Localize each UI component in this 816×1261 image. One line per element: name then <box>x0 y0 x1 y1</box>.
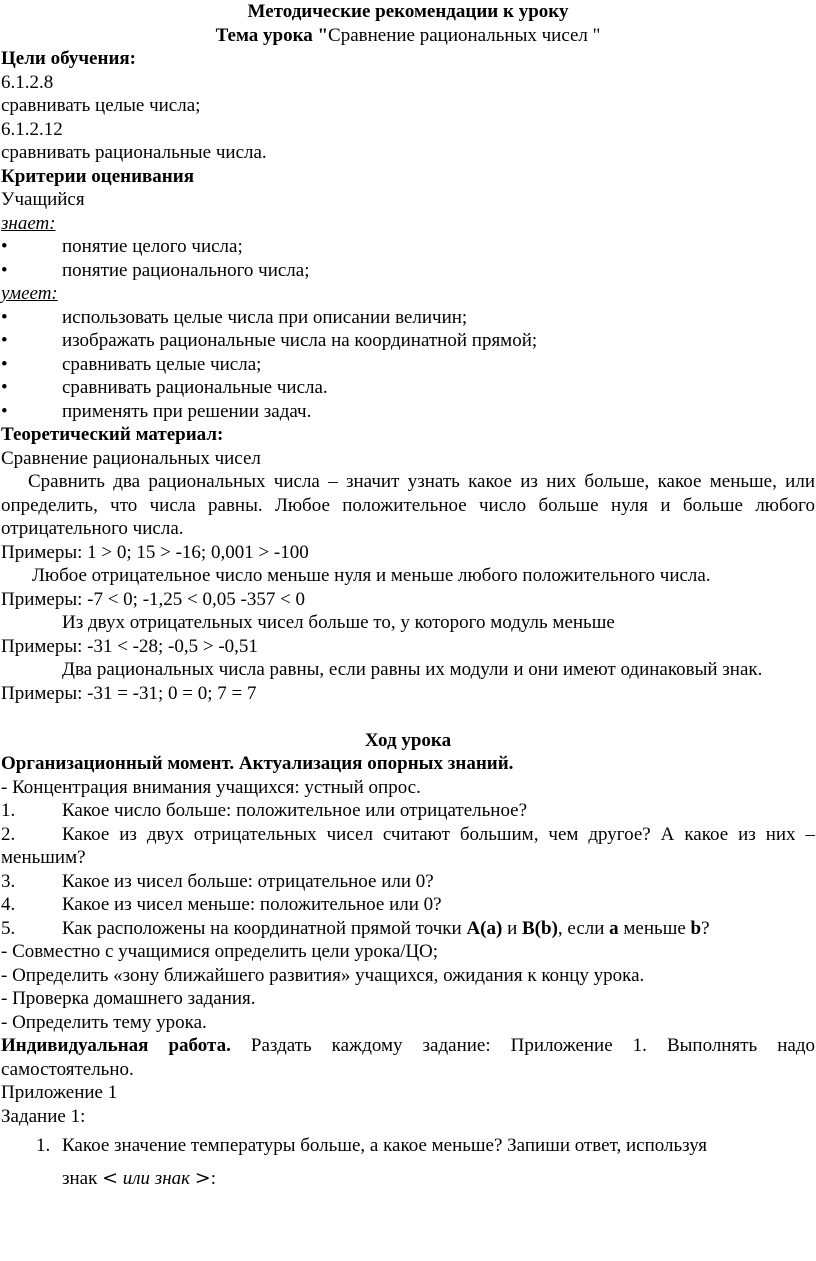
question-item: 4. Какое из чисел меньше: положительное или 0? <box>1 894 442 915</box>
lesson-heading: Ход урока <box>364 729 452 751</box>
step-line: - Совместно с учащимися определить цели урока/ЦО; <box>1 941 439 962</box>
bullet-icon: • <box>1 400 8 422</box>
stage-heading: Организационный момент. Актуализация опорных знаний. <box>1 753 514 774</box>
theory-paragraph-4: Два рациональных числа равны, если равны их модули и они имеют одинаковый знак. <box>62 659 763 680</box>
theory-example-4: Примеры: -31 = -31; 0 = 0; 7 = 7 <box>1 682 257 704</box>
question-item: 1. Какое число больше: положительное или отрицательное? <box>1 800 528 821</box>
theory-example-3: Примеры: -31 < -28; -0,5 > -0,51 <box>1 635 258 657</box>
can-label: умеет: <box>1 283 58 304</box>
task-label: Задание 1: <box>1 1105 86 1127</box>
goal-code-2: 6.1.2.12 <box>1 118 63 140</box>
bullet-icon: • <box>1 306 8 328</box>
greater-than-sign: > <box>194 1167 211 1189</box>
theory-paragraph-2: Любое отрицательное число меньше нуля и меньше любого положительного числа. <box>32 565 711 586</box>
criteria-heading: Критерии оценивания <box>1 165 194 187</box>
goals-heading: Цели обучения: <box>1 48 136 69</box>
focus-line: - Концентрация внимания учащихся: устный опрос. <box>1 776 421 798</box>
task-item: 1. Какое значение температуры больше, а какое меньше? Запиши ответ, используя знак < или знак >: <box>36 1135 708 1189</box>
knows-item: • понятие целого числа; <box>1 236 243 257</box>
topic-label: Тема урока " <box>215 24 329 46</box>
bullet-icon: • <box>1 377 8 398</box>
theory-heading: Теоретический материал: <box>1 424 224 445</box>
theory-paragraph-3: Из двух отрицательных чисел больше то, у которого модуль меньше <box>62 612 615 633</box>
theory-example-2: Примеры: -7 < 0; -1,25 < 0,05 -357 < 0 <box>1 588 306 610</box>
individual-work-text: Раздать каждому задание: Приложение 1. Выполнять надо самостоятельно. <box>1 1035 815 1080</box>
theory-subheading: Сравнение рациональных чисел <box>1 447 261 469</box>
step-line: - Определить тему урока. <box>1 1011 207 1033</box>
step-line: - Проверка домашнего задания. <box>1 988 256 1009</box>
can-item: • использовать целые числа при описании величин; <box>1 306 468 328</box>
question-item: 3. Какое из чисел больше: отрицательное или 0? <box>1 870 434 892</box>
criteria-student: Учащийся <box>1 189 85 210</box>
question-item: 2. Какое из двух отрицательных чисел считают большим, чем другое? А какое из них – меньшим? <box>1 823 815 868</box>
step-line: - Определить «зону ближайшего развития» учащихся, ожидания к концу урока. <box>1 964 645 986</box>
bullet-icon: • <box>1 330 8 351</box>
knows-label: знает: <box>1 212 56 234</box>
can-item: • сравнивать целые числа; <box>1 353 262 375</box>
theory-paragraph-1: Сравнить два рациональных числа – значит узнать какое из них больше, какое меньше, или определить, что числа равны. Любое положительное число больше нуля и больше любого отрицательного числа. <box>1 471 815 539</box>
bullet-icon: • <box>1 259 8 281</box>
less-than-sign: < <box>102 1167 119 1189</box>
theory-example-1: Примеры: 1 > 0; 15 > -16; 0,001 > -100 <box>1 541 309 563</box>
appendix-label: Приложение 1 <box>1 1082 118 1103</box>
document-title: Методические рекомендации к уроку <box>247 1 569 22</box>
can-item: • сравнивать рациональные числа. <box>1 377 328 398</box>
goal-text-1: сравнивать целые числа; <box>1 95 201 116</box>
goal-code-1: 6.1.2.8 <box>1 71 54 93</box>
question-text-wrap: Какое из двух отрицательных чисел считают большим, чем другое? А какое из них – меньшим? <box>1 823 815 868</box>
knows-item: • понятие рационального числа; <box>1 259 310 281</box>
lesson-topic <box>1 24 815 48</box>
can-item: • изображать рациональные числа на координатной прямой; <box>1 330 538 351</box>
individual-work-label: Индивидуальная работа. <box>1 1035 231 1056</box>
question-item: 5. Как расположены на координатной прямой точки A(a) и B(b), если a меньше b? <box>1 917 710 939</box>
goal-text-2: сравнивать рациональные числа. <box>1 142 267 163</box>
spacer <box>1 705 815 729</box>
bullet-icon: • <box>1 353 8 375</box>
individual-work <box>1 1034 815 1081</box>
topic-text: Сравнение рациональных чисел " <box>328 24 601 46</box>
can-item: • применять при решении задач. <box>1 400 312 422</box>
bullet-icon: • <box>1 236 8 257</box>
